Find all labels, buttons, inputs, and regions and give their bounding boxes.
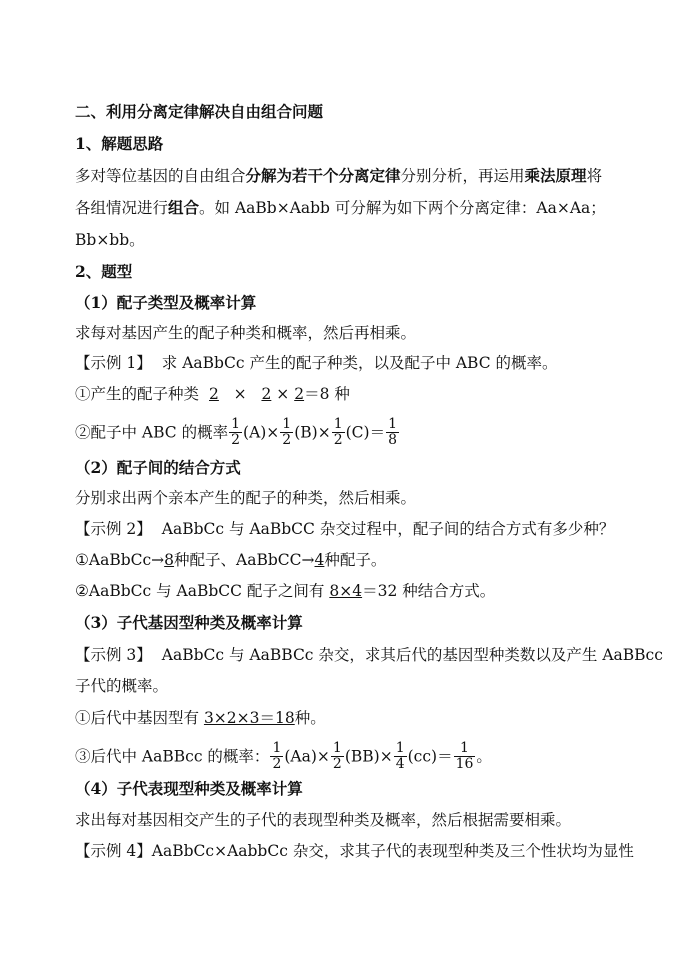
- answer-1-2: [75, 418, 400, 449]
- text: (C)＝: [345, 423, 386, 442]
- text: 。: [476, 747, 492, 766]
- example-label: 【示例 3】: [75, 646, 152, 664]
- underlined-number: 4: [314, 551, 325, 569]
- fraction: $\frac{1}{2}$: [332, 740, 342, 772]
- answer-1-1: [75, 384, 350, 404]
- paragraph-line-2: [75, 198, 606, 218]
- text: (B)×: [294, 423, 331, 442]
- bold-text: 分解为若干个分离定律: [245, 166, 401, 185]
- times-sign: ×: [233, 385, 247, 403]
- fraction: $\frac{1}{2}$: [333, 416, 343, 448]
- desc-1: 求每对基因产生的配子种类和概率，然后再相乘。: [75, 324, 417, 342]
- section-title: 二、利用分离定律解决自由组合问题: [75, 102, 324, 121]
- text: 种配子。: [324, 551, 387, 569]
- subheading-1: （1）配子类型及概率计算: [75, 293, 257, 312]
- example-3: [75, 645, 663, 665]
- answer-3-2: [75, 742, 492, 773]
- underlined-number: 2: [209, 385, 219, 403]
- text: (BB)×: [344, 747, 393, 766]
- example-1: [75, 353, 558, 373]
- example-4: [75, 841, 634, 861]
- answer-2-2: [75, 581, 495, 601]
- example-3-cont: 子代的概率。: [75, 677, 169, 695]
- text: ＝8 种: [304, 385, 350, 403]
- text: ①产生的配子种类: [75, 385, 200, 403]
- text: 分别分析，再运用: [400, 167, 525, 185]
- underlined-number: 2: [294, 385, 305, 403]
- subheading-4: （4）子代表现型种类及概率计算: [75, 779, 303, 798]
- example-label: 【示例 4】: [75, 842, 152, 860]
- text: ②配子中 ABC 的概率: [75, 423, 229, 442]
- underlined-expression: 3×2×3＝18: [203, 709, 295, 727]
- text: (A)×: [243, 423, 280, 442]
- text: ③后代中 AaBBcc 的概率：: [75, 747, 270, 766]
- desc-2: 分别求出两个亲本产生的配子的种类，然后相乘。: [75, 489, 417, 507]
- text: (Aa)×: [284, 747, 330, 766]
- fraction: $\frac{1}{2}$: [231, 416, 241, 448]
- example-text: AaBbCc 与 AaBbCC 杂交过程中，配子间的结合方式有多少种？: [161, 520, 615, 538]
- text: ②AaBbCc 与 AaBbCC 配子之间有: [75, 582, 330, 600]
- paragraph-line-3: Bb×bb。: [75, 231, 145, 249]
- paragraph-line-1: [75, 166, 602, 186]
- text: 种。: [294, 709, 326, 727]
- fraction: $\frac{1}{4}$: [395, 740, 405, 772]
- text: 种配子、AaBbCC→: [174, 551, 315, 569]
- text: (cc)＝: [407, 747, 453, 766]
- text: 各组情况进行: [75, 199, 169, 217]
- times-sign: ×: [276, 385, 290, 403]
- text: 。如 AaBb×Aabb 可分解为如下两个分离定律：Aa×Aa；: [199, 199, 606, 217]
- fraction: $\frac{1}{2}$: [272, 740, 282, 772]
- bold-text: 组合: [168, 198, 200, 217]
- fraction: $\frac{1}{16}$: [455, 740, 474, 772]
- bold-text: 乘法原理: [524, 166, 587, 185]
- text: ＝32 种结合方式。: [362, 582, 496, 600]
- text: ①后代中基因型有: [75, 709, 204, 727]
- subheading-2: （2）配子间的结合方式: [75, 458, 241, 477]
- example-text: 求 AaBbCc 产生的配子种类，以及配子中 ABC 的概率。: [161, 354, 558, 372]
- heading-2: 2、题型: [75, 262, 133, 281]
- answer-2-1: [75, 550, 386, 570]
- example-2: [75, 519, 614, 539]
- text: 多对等位基因的自由组合: [75, 167, 246, 185]
- example-label: 【示例 1】: [75, 354, 152, 372]
- example-text: AaBbCc×AabbCc 杂交，求其子代的表现型种类及三个性状均为显性: [151, 842, 634, 860]
- text: 将: [586, 167, 603, 185]
- text: ①AaBbCc→: [75, 551, 165, 569]
- heading-1: 1、解题思路: [75, 134, 164, 153]
- underlined-number: 8: [164, 551, 175, 569]
- underlined-expression: 8×4: [329, 582, 363, 600]
- example-text: AaBbCc 与 AaBBCc 杂交，求其后代的基因型种类数以及产生 AaBBcc: [161, 646, 663, 664]
- fraction: $\frac{1}{8}$: [388, 416, 398, 448]
- underlined-number: 2: [261, 385, 272, 403]
- subheading-3: （3）子代基因型种类及概率计算: [75, 613, 303, 632]
- fraction: $\frac{1}{2}$: [282, 416, 292, 448]
- answer-3-1: [75, 708, 326, 728]
- example-label: 【示例 2】: [75, 520, 152, 538]
- desc-4: 求出每对基因相交产生的子代的表现型种类及概率，然后根据需要相乘。: [75, 811, 572, 829]
